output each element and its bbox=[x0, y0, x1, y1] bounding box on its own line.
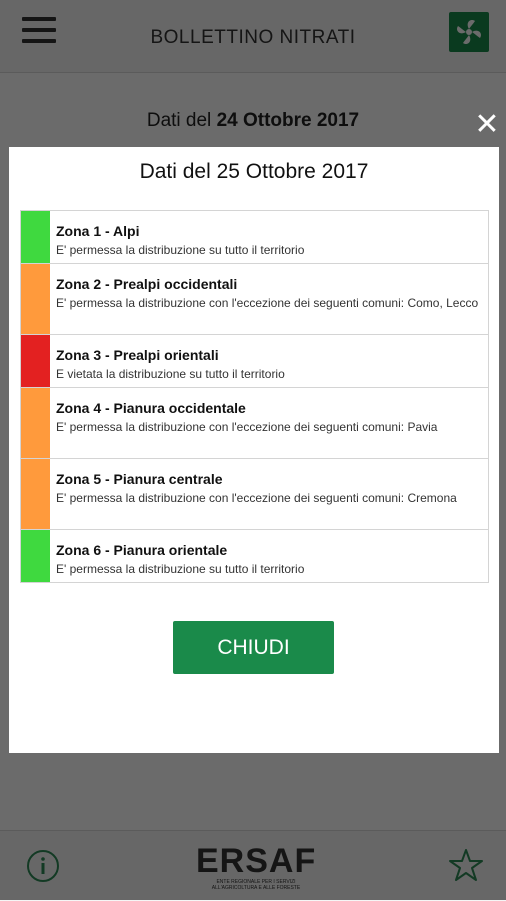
zone-name: Zona 5 - Pianura centrale bbox=[56, 471, 223, 487]
zone-status-swatch bbox=[21, 388, 50, 458]
zone-name: Zona 4 - Pianura occidentale bbox=[56, 400, 246, 416]
zone-list bbox=[20, 210, 489, 583]
zone-status-swatch bbox=[21, 211, 50, 263]
bulletin-modal bbox=[9, 147, 499, 753]
zone-status-swatch bbox=[21, 335, 50, 387]
zone-description: E vietata la distribuzione su tutto il territorio bbox=[56, 367, 285, 381]
zone-description: E' permessa la distribuzione con l'eccezione dei seguenti comuni: Pavia bbox=[56, 420, 438, 434]
zone-row-4 bbox=[21, 388, 488, 459]
zone-row-6 bbox=[21, 530, 488, 583]
zone-name: Zona 1 - Alpi bbox=[56, 223, 140, 239]
zone-name: Zona 3 - Prealpi orientali bbox=[56, 347, 219, 363]
close-button[interactable]: CHIUDI bbox=[173, 621, 334, 674]
zone-description: E' permessa la distribuzione su tutto il territorio bbox=[56, 562, 305, 576]
zone-description: E' permessa la distribuzione su tutto il territorio bbox=[56, 243, 305, 257]
zone-row-2 bbox=[21, 264, 488, 335]
zone-row-5 bbox=[21, 459, 488, 530]
zone-name: Zona 2 - Prealpi occidentali bbox=[56, 276, 238, 292]
zone-name: Zona 6 - Pianura orientale bbox=[56, 542, 228, 558]
zone-status-swatch bbox=[21, 264, 50, 334]
zone-status-swatch bbox=[21, 530, 50, 582]
close-icon[interactable]: ✕ bbox=[474, 108, 500, 141]
zone-row-1 bbox=[21, 211, 488, 264]
zone-status-swatch bbox=[21, 459, 50, 529]
zone-description: E' permessa la distribuzione con l'eccezione dei seguenti comuni: Como, Lecco bbox=[56, 296, 479, 310]
modal-title: Dati del 25 Ottobre 2017 bbox=[139, 160, 369, 183]
zone-description: E' permessa la distribuzione con l'eccezione dei seguenti comuni: Cremona bbox=[56, 491, 457, 505]
zone-row-3 bbox=[21, 335, 488, 388]
